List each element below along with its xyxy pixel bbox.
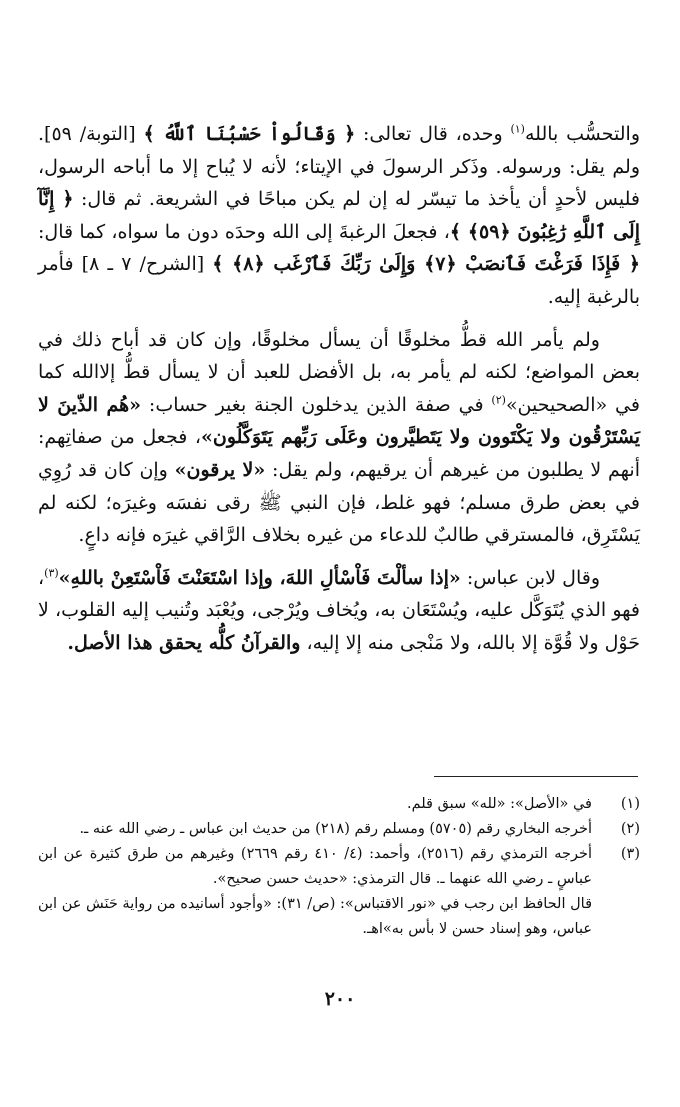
paragraph-3: وقال لابن عباس: «إذا سألْتَ فَاْسْألِ اللهَ، وإذا اسْتَعَنْتَ فَاْسْتَعِنْ باللهِ»$^{(٣)}$، فهو الذي يُتَوَكَّل عليه، ويُسْتَعَان به، ويُخاف ويُرْجى، ويُعْبَد وتُنيب إليه القلوب، لا حَوْل ولا قُوَّة إلا بالله، ولا مَنْجى منه إلا إليه، والقرآنُ كلُّه يحقق هذا الأصل.	[38, 566, 640, 654]
footnotes	[38, 792, 640, 942]
page-number: ٢٠٠	[324, 988, 356, 1010]
footnote-ref-2: (٢)	[491, 393, 506, 407]
paragraph-1: والتحسُّب بالله$^{(١)}$ وحده، قال تعالى: ﴿ وَقَالُواْ حَسْبُنَا ٱللَّهُ ﴾ [التوبة/ ٥٩]. ولم يقل: ورسوله. وذَكر الرسولَ في الإيتاء؛ لأنه لا يُباح إلا ما أباحه الرسول، فليس لأحدٍ أن يأخذ ما تيسّر له إن لم يكن مباحًا في الشريعة. ثم قال: ﴿ إِنَّآ إِلَى ٱللَّهِ رَٰغِبُونَ ﴿٥٩﴾ ﴾، فجعلَ الرغبةَ إلى الله وحدَه دون ما سواه، كما قال: ﴿ فَإِذَا فَرَغْتَ فَٱنصَبْ ﴿٧﴾ وَإِلَىٰ رَبِّكَ فَٱرْغَب ﴿٨﴾ ﴾ [الشرح/ ٧ ـ ٨] فأمر بالرغبة إليه.	[38, 122, 641, 308]
quote-la-yarqun: «لا يرقون»	[174, 458, 266, 481]
footnote-3	[38, 842, 640, 892]
footnote-ref-3: (٣)	[44, 566, 59, 580]
footnote-divider	[434, 776, 638, 777]
quran-verse-sharh: ﴿ فَإِذَا فَرَغْتَ فَٱنصَبْ ﴿٧﴾ وَإِلَىٰ رَبِّكَ فَٱرْغَب ﴿٨﴾ ﴾	[212, 253, 641, 276]
footnote-number: (١)	[620, 796, 640, 812]
footnote-number: (٣)	[620, 846, 640, 862]
footnote-text: في «الأصل»: «لله» سبق قلم.	[406, 796, 592, 812]
footnote-number: (٢)	[620, 821, 640, 837]
footnote-text: أخرجه الترمذي رقم (٢٥١٦)، وأحمد: (٤/ ٤١٠ رقم ٢٦٦٩) وغيرهم من طرق كثيرة عن ابن عباسٍ ـ رضي الله عنهما ـ. قال الترمذي: «حديث حسن صحيح».	[38, 846, 592, 887]
hadith-seventy-thousand: «هُم الذّينَ لا يَسْتَرْقُون ولا يَكْتَوون ولا يَتَطيَّرون وعَلَى رَبِّهم يَتَوَكَّلُون»	[38, 393, 640, 449]
hadith-ibn-abbas: «إذا سألْتَ فَاْسْألِ اللهَ، وإذا اسْتَعَنْتَ فَاْسْتَعِنْ باللهِ»	[58, 566, 461, 589]
footnote-text: أخرجه البخاري رقم (٥٧٠٥) ومسلم رقم (٢١٨) من حديث ابن عباس ـ رضي الله عنه ـ.	[79, 821, 592, 837]
quran-verse-tawbah: ﴿ وَقَالُواْ حَسْبُنَا ٱللَّهُ ﴾	[143, 123, 356, 145]
conclusion-text: والقرآنُ كلُّه يحقق هذا الأصل.	[67, 631, 301, 654]
footnote-ref-1: (١)	[510, 122, 525, 136]
footnote-1	[38, 792, 640, 817]
paragraph-2: ولم يأمر الله قطُّ مخلوقًا أن يسأل مخلوقًا، وإن كان قد أباح ذلك في بعض المواضع؛ لكنه لم يأمر به، بل الأفضل للعبد أن لا يسأل قطُّ إلاالله كما في «الصحيحين»$^{(٢)}$ في صفة الذين يدخلون الجنة بغير حساب: «هُم الذّينَ لا يَسْتَرْقُون ولا يَكْتَوون ولا يَتَطيَّرون وعَلَى رَبِّهم يَتَوَكَّلُون»، فجعل من صفاتِهم: أنهم لا يطلبون من غيرهم أن يرقيهم، ولم يقل: «لا يرقون» وإن كان قد رُوِي في بعض طرق مسلم؛ فهو غلط، فإن النبي ﷺ رقى نفسَه وغيرَه؛ لكنه لم يَسْتَرِق، فالمسترقي طالبٌ للدعاء من غيره بخلاف الرَّاقي غيرَه فإنه داعٍ.	[38, 328, 640, 547]
footnote-2	[38, 817, 640, 842]
footnote-3-continuation: قال الحافظ ابن رجب في «نور الاقتباس»: (ص/ ٣١): «وأجود أسانيده من رواية حَنَش عن ابن عباس، وهو إسناد حسن لا بأس به»اهـ.	[37, 896, 592, 937]
quran-verse-raghibun: ﴿ إِنَّآ إِلَى ٱللَّهِ رَٰغِبُونَ ﴿٥٩﴾ ﴾	[38, 188, 640, 243]
main-text	[38, 118, 640, 670]
